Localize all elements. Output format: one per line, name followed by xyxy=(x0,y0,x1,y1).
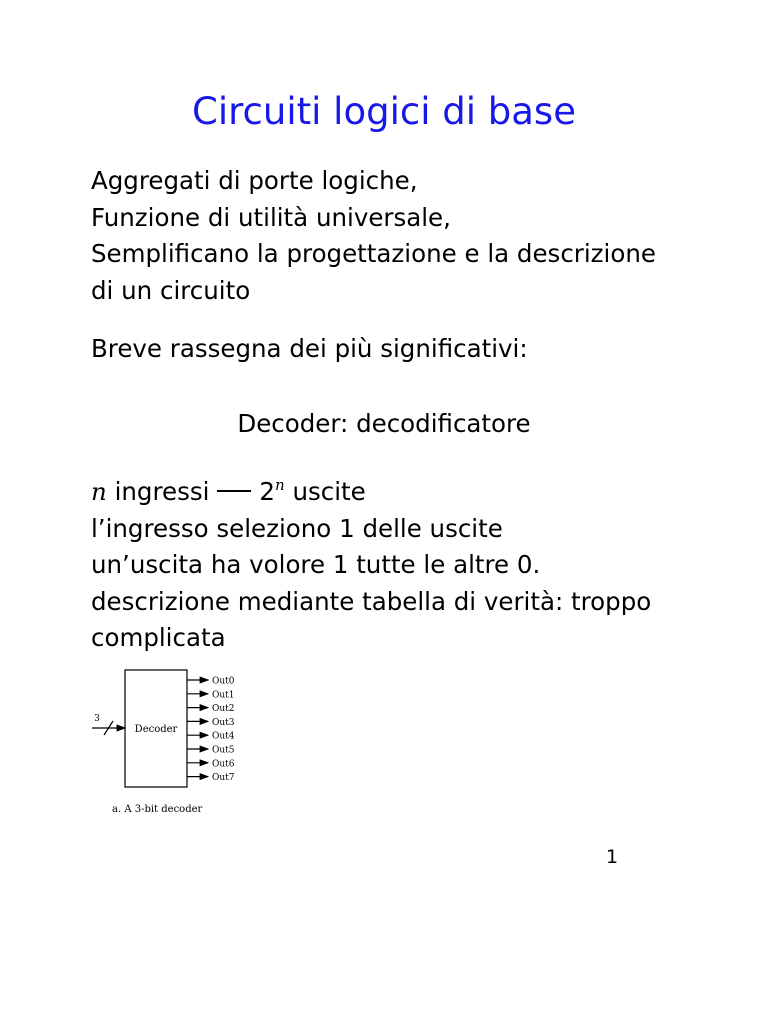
body-line: complicata xyxy=(91,623,226,652)
em-dash xyxy=(217,490,251,492)
outputs-word: uscite xyxy=(292,477,366,506)
output-label: Out7 xyxy=(212,773,235,784)
figure-caption: a. A 3-bit decoder xyxy=(112,804,203,815)
section-heading: Decoder: decodificatore xyxy=(237,409,531,438)
intro-line: Aggregati di porte logiche, xyxy=(91,166,418,195)
n-symbol: n xyxy=(91,477,107,506)
output-label: Out3 xyxy=(212,717,235,728)
output-label: Out1 xyxy=(212,690,235,701)
survey-line: Breve rassegna dei più significativi: xyxy=(91,334,528,363)
body-line: l’ingresso seleziono 1 delle uscite xyxy=(91,513,503,543)
page-title: Circuiti logici di base xyxy=(192,90,576,133)
body-line: descrizione mediante tabella di verità: troppo xyxy=(91,586,652,616)
intro-paragraph xyxy=(91,163,731,309)
output-label: Out5 xyxy=(212,745,235,756)
output-label: Out0 xyxy=(212,676,235,687)
decoder-label: Decoder xyxy=(134,724,178,735)
decoder-paragraph xyxy=(91,467,731,657)
survey-paragraph xyxy=(91,331,731,368)
decoder-diagram xyxy=(0,660,300,820)
output-label: Out2 xyxy=(212,704,235,715)
page-number: 1 xyxy=(606,846,619,868)
decoder-outputs xyxy=(187,677,235,784)
power-base: 2 xyxy=(259,477,276,506)
power-exponent: n xyxy=(275,476,285,494)
intro-line: di un circuito xyxy=(91,275,251,305)
body-line: un’uscita ha volore 1 tutte le altre 0. xyxy=(91,550,541,579)
intro-line: Funzione di utilità universale, xyxy=(91,202,451,232)
inputs-word: ingressi xyxy=(114,477,210,506)
intro-line: Semplificano la progettazione e la descrizione xyxy=(91,239,656,268)
input-width-label: 3 xyxy=(94,714,100,724)
output-label: Out6 xyxy=(212,759,235,770)
io-line xyxy=(91,467,731,511)
output-label: Out4 xyxy=(212,731,235,742)
